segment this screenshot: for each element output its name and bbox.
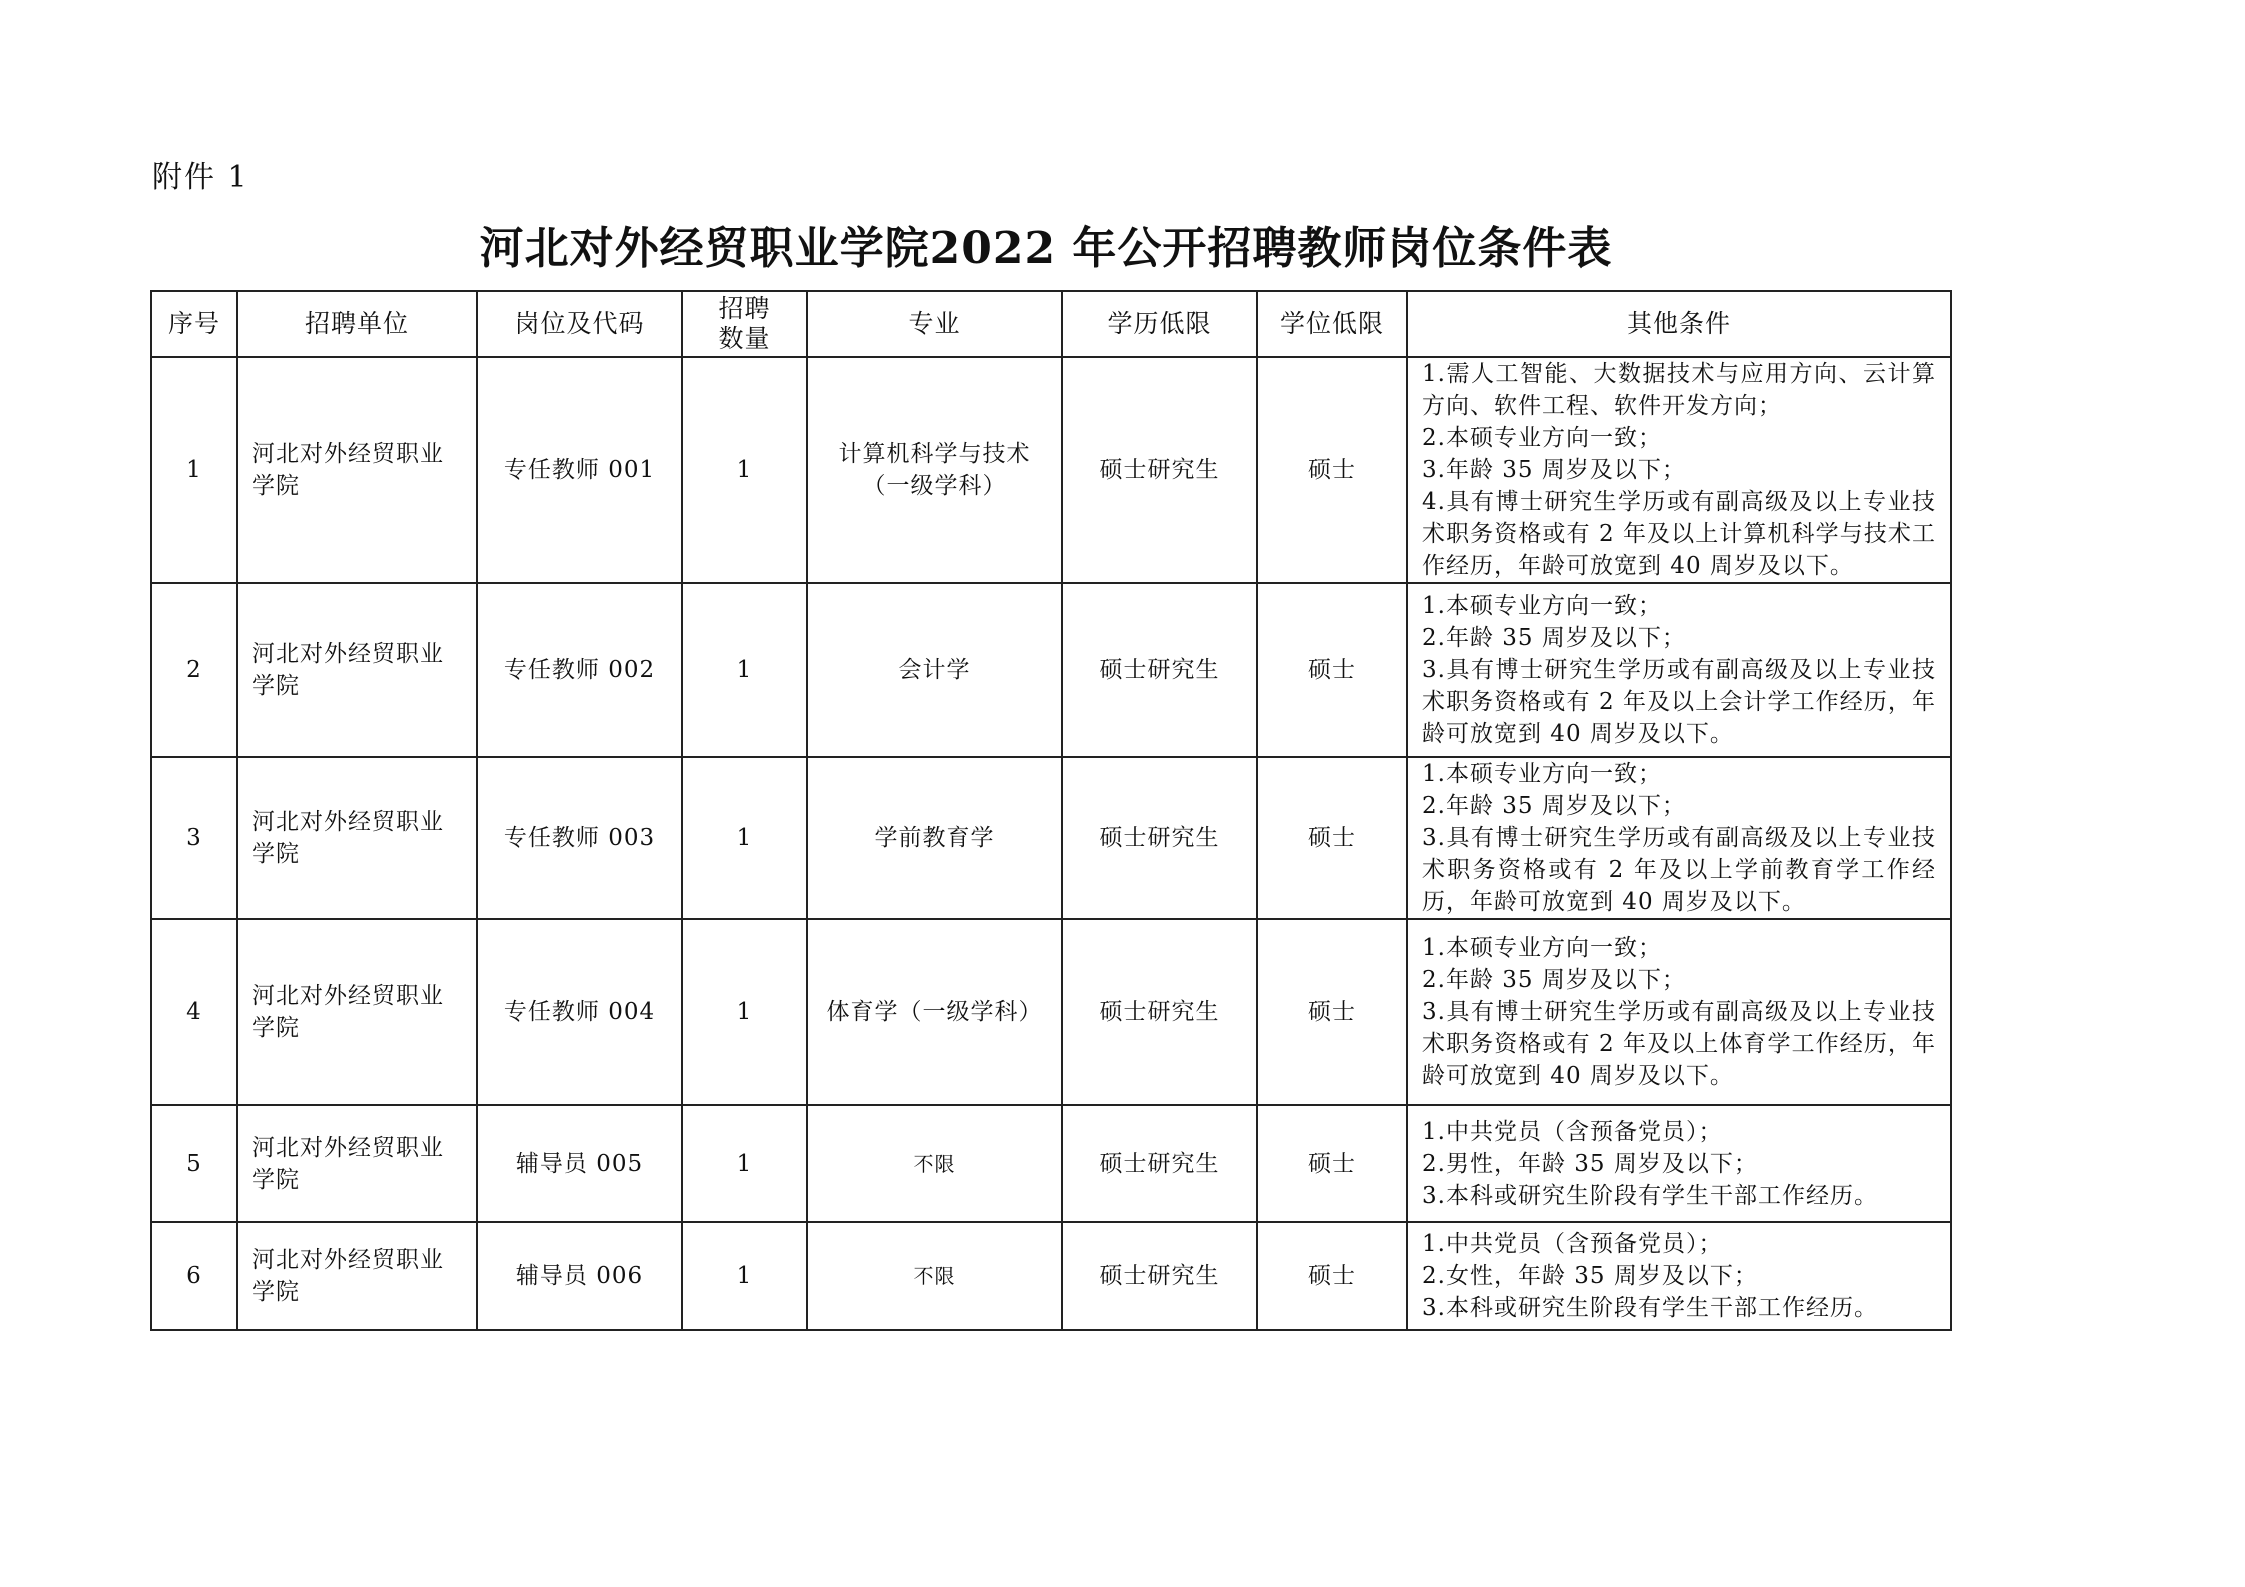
cell-edu: 硕士研究生 <box>1062 919 1257 1105</box>
condition-line: 3.具有博士研究生学历或有副高级及以上专业技术职务资格或有 2 年及以上会计学工作经历，年龄可放宽到 40 周岁及以下。 <box>1422 657 1936 747</box>
cell-seq: 4 <box>151 919 237 1105</box>
cell-other <box>1407 919 1951 1105</box>
cell-other <box>1407 1105 1951 1222</box>
cell-major: 计算机科学与技术（一级学科） <box>807 357 1062 583</box>
cell-count: 1 <box>682 757 807 919</box>
cell-other <box>1407 357 1951 583</box>
condition-line: 1.需人工智能、大数据技术与应用方向、云计算方向、软件工程、软件开发方向； <box>1422 361 1936 419</box>
cell-count: 1 <box>682 1222 807 1330</box>
table-row <box>151 1105 1951 1222</box>
condition-line: 2.本硕专业方向一致； <box>1422 425 1662 451</box>
cell-seq: 2 <box>151 583 237 757</box>
condition-line: 3.本科或研究生阶段有学生干部工作经历。 <box>1422 1295 1878 1321</box>
document-title: 河北对外经贸职业学院2022 年公开招聘教师岗位条件表 <box>479 223 1613 274</box>
header-other: 其他条件 <box>1407 291 1951 357</box>
condition-line: 1.本硕专业方向一致； <box>1422 935 1662 961</box>
cell-post: 专任教师 001 <box>477 357 682 583</box>
condition-line: 1.中共党员（含预备党员）； <box>1422 1118 1723 1145</box>
cell-edu: 硕士研究生 <box>1062 1105 1257 1222</box>
table-row <box>151 919 1951 1105</box>
table-row <box>151 1222 1951 1330</box>
cell-other <box>1407 757 1951 919</box>
condition-line: 1.本硕专业方向一致； <box>1422 761 1662 787</box>
condition-line: 1.本硕专业方向一致； <box>1422 593 1662 619</box>
recruitment-conditions-table <box>150 290 1952 1331</box>
cell-edu: 硕士研究生 <box>1062 1222 1257 1330</box>
cell-post: 专任教师 003 <box>477 757 682 919</box>
cell-count: 1 <box>682 357 807 583</box>
cell-count: 1 <box>682 1105 807 1222</box>
condition-line: 2.年龄 35 周岁及以下； <box>1422 967 1686 993</box>
cell-major: 学前教育学 <box>807 757 1062 919</box>
header-seq: 序号 <box>151 291 237 357</box>
condition-line: 2.男性，年龄 35 周岁及以下； <box>1422 1150 1758 1177</box>
cell-post: 辅导员 005 <box>477 1105 682 1222</box>
cell-seq: 1 <box>151 357 237 583</box>
cell-major: 体育学（一级学科） <box>807 919 1062 1105</box>
cell-degree: 硕士 <box>1257 357 1407 583</box>
header-post: 岗位及代码 <box>477 291 682 357</box>
cell-post: 专任教师 004 <box>477 919 682 1105</box>
cell-seq: 6 <box>151 1222 237 1330</box>
table-row <box>151 583 1951 757</box>
cell-major: 不限 <box>807 1222 1062 1330</box>
cell-post: 专任教师 002 <box>477 583 682 757</box>
table-row <box>151 757 1951 919</box>
condition-line: 2.女性，年龄 35 周岁及以下； <box>1422 1263 1758 1289</box>
header-degree: 学位低限 <box>1257 291 1407 357</box>
condition-line: 3.年龄 35 周岁及以下； <box>1422 457 1686 483</box>
cell-seq: 5 <box>151 1105 237 1222</box>
condition-line: 2.年龄 35 周岁及以下； <box>1422 625 1686 651</box>
cell-unit: 河北对外经贸职业学院 <box>237 757 477 919</box>
cell-seq: 3 <box>151 757 237 919</box>
header-count <box>682 291 807 357</box>
header-edu: 学历低限 <box>1062 291 1257 357</box>
attachment-label: 附件 1 <box>152 160 249 195</box>
condition-line: 1.中共党员（含预备党员）； <box>1422 1231 1723 1257</box>
header-major: 专业 <box>807 291 1062 357</box>
cell-edu: 硕士研究生 <box>1062 357 1257 583</box>
cell-unit: 河北对外经贸职业学院 <box>237 1222 477 1330</box>
header-count-line1: 招聘 <box>718 294 771 323</box>
cell-unit: 河北对外经贸职业学院 <box>237 583 477 757</box>
condition-line: 3.具有博士研究生学历或有副高级及以上专业技术职务资格或有 2 年及以上体育学工作经历，年龄可放宽到 40 周岁及以下。 <box>1422 999 1936 1089</box>
condition-line: 3.本科或研究生阶段有学生干部工作经历。 <box>1422 1182 1878 1209</box>
cell-degree: 硕士 <box>1257 919 1407 1105</box>
condition-line: 4.具有博士研究生学历或有副高级及以上专业技术职务资格或有 2 年及以上计算机科学与技术工作经历，年龄可放宽到 40 周岁及以下。 <box>1422 489 1936 579</box>
cell-degree: 硕士 <box>1257 583 1407 757</box>
header-count-line2: 数量 <box>718 324 771 353</box>
cell-edu: 硕士研究生 <box>1062 583 1257 757</box>
cell-other <box>1407 583 1951 757</box>
cell-post: 辅导员 006 <box>477 1222 682 1330</box>
cell-other <box>1407 1222 1951 1330</box>
table-header-row <box>151 291 1951 357</box>
cell-major: 会计学 <box>807 583 1062 757</box>
table-row <box>151 357 1951 583</box>
cell-edu: 硕士研究生 <box>1062 757 1257 919</box>
condition-line: 2.年龄 35 周岁及以下； <box>1422 793 1686 819</box>
cell-degree: 硕士 <box>1257 757 1407 919</box>
cell-unit: 河北对外经贸职业学院 <box>237 919 477 1105</box>
cell-unit: 河北对外经贸职业学院 <box>237 1105 477 1222</box>
cell-count: 1 <box>682 919 807 1105</box>
cell-degree: 硕士 <box>1257 1105 1407 1222</box>
cell-major: 不限 <box>807 1105 1062 1222</box>
cell-count: 1 <box>682 583 807 757</box>
header-unit: 招聘单位 <box>237 291 477 357</box>
cell-degree: 硕士 <box>1257 1222 1407 1330</box>
cell-unit: 河北对外经贸职业学院 <box>237 357 477 583</box>
condition-line: 3.具有博士研究生学历或有副高级及以上专业技术职务资格或有 2 年及以上学前教育学工作经历，年龄可放宽到 40 周岁及以下。 <box>1422 825 1936 915</box>
